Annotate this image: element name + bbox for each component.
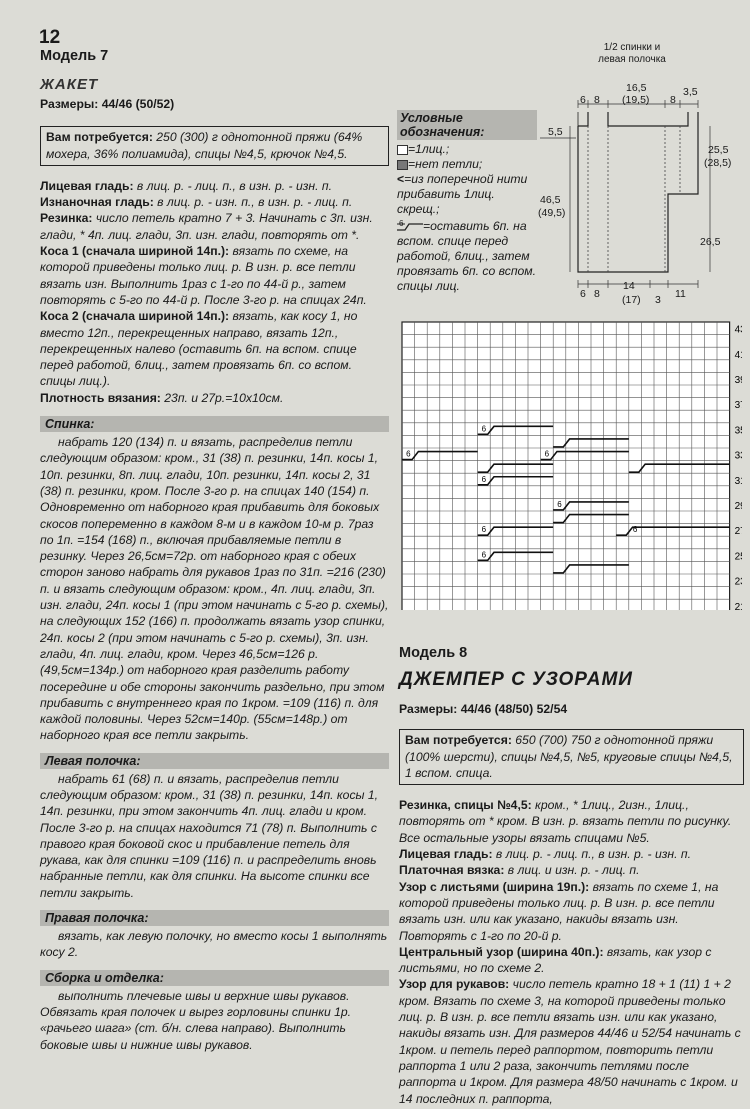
schematic-dim: 5,5 bbox=[548, 126, 563, 138]
stitch-item: Узор с листьями (ширина 19п.): вязать по схеме 1, на которой приведены только лиц. р. В изн. р. все петли вязать изн. или как указано, накиды вязать изн. Повторять с 1-го по 20-й р. bbox=[399, 879, 719, 943]
back-heading: Спинка: bbox=[40, 416, 389, 432]
chart-cable-label: 6 bbox=[544, 449, 550, 459]
model8-materials-box: Вам потребуется: 650 (700) 750 г однотонной пряжи (100% шерсти), спицы №4,5, №5, круговые спицы №4,5, 1 вспом. спица. bbox=[399, 729, 744, 785]
model7-garment: ЖАКЕТ bbox=[40, 76, 99, 93]
schematic-dim: 25,5 bbox=[708, 144, 729, 156]
stitch-item: Плотность вязания: 23п. и 27р.=10х10см. bbox=[40, 390, 284, 405]
schematic-dim: 3 bbox=[655, 294, 661, 306]
stitch-item: Лицевая гладь: в лиц. р. - лиц. п., в изн. р. - изн. п. bbox=[40, 178, 332, 193]
schematic-dim: 6 bbox=[580, 288, 586, 300]
legend-no-stitch: =нет петли; bbox=[397, 157, 537, 172]
legend-title: Условные обозначения: bbox=[397, 110, 537, 140]
legend bbox=[397, 110, 537, 294]
schematic-dim: 3,5 bbox=[683, 86, 698, 98]
no-stitch-symbol-icon bbox=[397, 160, 408, 170]
schematic-dim: 46,5 bbox=[540, 194, 561, 206]
chart-row-number: 2 bbox=[734, 576, 741, 588]
chart-row-number: 3 bbox=[734, 450, 741, 462]
garment-schematic bbox=[530, 42, 742, 307]
chart-cable-label: 6 bbox=[632, 525, 638, 535]
model8-column bbox=[399, 645, 744, 1107]
stitch-item: Узор для рукавов: число петель кратно 18 + 1 (11) 1 + 2 кром. Вязать по схеме 3, на которой приведены только лиц. р. В изн. р. все петли вязать изн. или как указано, накиды вязать изн. Для размеров 44/46 и 52/54 начинать с 1кром. и петель перед раппортом, повторить петли раппорта 1 или 2 раза, закончить петлями после раппорта и 1кром. Для размера 48/50 начинать с 1кром. и 14 последних п. раппорта, bbox=[399, 977, 741, 1106]
schematic-dim: 8 bbox=[670, 94, 676, 106]
model7-left-column bbox=[40, 48, 389, 1053]
chart-row-number: 4 bbox=[734, 349, 741, 361]
schematic-dim: (49,5) bbox=[538, 207, 566, 219]
left-front-heading: Левая полочка: bbox=[40, 753, 389, 769]
model8-sizes: Размеры: 44/46 (48/50) 52/54 bbox=[399, 702, 568, 716]
stitch-item: Платочная вязка: в лиц. и изн. р. - лиц. п. bbox=[399, 863, 640, 878]
schematic-dim: 6 bbox=[580, 94, 586, 106]
chart-row-number: 2 bbox=[734, 551, 741, 563]
legend-knit: =1лиц.; bbox=[397, 142, 537, 157]
right-front-text: вязать, как левую полочку, но вместо косы 1 выполнять косу 2. bbox=[40, 929, 388, 960]
schematic-dim: 11 bbox=[675, 288, 686, 300]
cable-symbol-icon: 6 bbox=[397, 222, 423, 232]
stitch-item: Лицевая гладь: в лиц. р. - лиц. п., в изн. р. - изн. п. bbox=[399, 847, 691, 862]
chart-row-number: 4 bbox=[734, 324, 741, 336]
schematic-dim: 8 bbox=[594, 288, 600, 300]
schematic-dim: 8 bbox=[594, 94, 600, 106]
schematic-dim: (28,5) bbox=[704, 157, 732, 169]
materials-label: Вам потребуется: bbox=[46, 130, 153, 145]
model7-sizes: Размеры: 44/46 (50/52) bbox=[40, 97, 175, 111]
chart-row-number: 2 bbox=[734, 601, 741, 610]
page-number: 12 bbox=[39, 27, 61, 48]
stitch-item: Изнаночная гладь: в лиц. р. - изн. п., в изн. р. - лиц. п. bbox=[40, 195, 353, 210]
schematic-dim: 14 bbox=[623, 280, 635, 292]
model7-materials-box bbox=[40, 126, 389, 166]
schematic-dim: (17) bbox=[622, 294, 641, 306]
assembly-text: выполнить плечевые швы и верхние швы рукавов. Обвязать края полочек и вырез горловины спинки 1р. «рачьего шага» (ст. б/н. слева направо). Выполнить боковые швы и нижние швы рукавов. bbox=[40, 988, 352, 1052]
chart-cable-label: 6 bbox=[481, 474, 487, 484]
chart-cable-label: 6 bbox=[481, 424, 487, 434]
left-front-text: набрать 61 (68) п. и вязать, распределив петли следующим образом: кром., 31 (38) п. резинки, 14п. косы 1, 14п. резинки, при этом закончить 4п. лиц. глади и кром. После 3-го р. на спицах находится 71 (78) п. Выполнить с правого края боковой скос и прибавление петель для рукава, как для спинки =109 (116) п. и распределить вновь набранные петли, как для спинки. На высоте спинки все петли закрыть. bbox=[40, 771, 379, 900]
chart-row-number: 3 bbox=[734, 375, 741, 386]
chart-row-number: 2 bbox=[734, 526, 741, 538]
schematic-dim: 26,5 bbox=[700, 236, 721, 248]
stitch-item: Центральный узор (ширина 40п.): вязать, как узор с листьями, но по схеме 2. bbox=[399, 944, 712, 976]
back-text: набрать 120 (134) п. и вязать, распределив петли следующим образом: кром., 31 (38) п. резинки, 14п. косы 1, 10п. резинки, 8п. лиц. глади, 10п. резинки, 14п. косы 2, 31 (38) п. резинки, кром. После 3-го р. на спицах 140 (154) п. Одновременно от наборного края прибавить для боковых скосов попеременно в каждом 8-м и в каждом 10-м р. 7раз по 1п. =154 (168) п., включая прибавляемые петли в резинку. Через 26,5см=72р. от наборного края с обеих сторон заново набрать для рукавов 1раз по 31п. =216 (230) п. и вязать следующим образом: кром., 4п. лиц. глади, 3п. изн. глади, 24п. косы 1 (при этом начинать с 5-го р. схемы), на следующих 152 (166) п. продолжать вязать узор спинки, 24п. косы 2 (при этом начинать с 5-го р. схемы), 3п. изн. глади, 4п. лиц. глади, кром. Через 46,5см=126 р. (49,5см=134р.) от наборного края разделить работу посередине и обе стороны закончить раздельно, при этом прибавить с внутреннего края по 1кром. =109 (116) п. для каждой половины. Через 52см=140р. (55см=148р.) от наборного края все петли закрыть. bbox=[40, 435, 389, 743]
cable-chart bbox=[398, 318, 742, 610]
legend-items bbox=[397, 142, 537, 294]
stitch-item: Коса 2 (сначала шириной 14п.): вязать, как косу 1, но вместо 12п., перекрещенных направо, вязать 12п., перекрещенных налево (оставить 6п. на вспом. спице перед работой, 6лиц., затем провязать 6п. со вспом. спицы лиц.). bbox=[40, 309, 358, 389]
model7-title: Модель 7 bbox=[40, 48, 109, 64]
schematic-dim: 16,5 bbox=[626, 82, 647, 94]
chart-svg bbox=[398, 318, 742, 610]
stitch-item: Коса 1 (сначала шириной 14п.): вязать по схеме, на которой приведены только лиц. р. В изн. р. все петли вязать изн. Выполнить 1раз с 1-го по 44-й р., затем повторять с 5-го по 44-й р. После 3-го р. на спицах 24п. bbox=[40, 244, 367, 307]
schematic-title: 1/2 спинки и левая полочка bbox=[598, 42, 666, 65]
chart-row-number: 3 bbox=[734, 425, 741, 437]
chart-cable-label: 6 bbox=[481, 550, 487, 560]
model8-garment: ДЖЕМПЕР С УЗОРАМИ bbox=[399, 669, 633, 690]
stitch-item: Резинка, спицы №4,5: кром., * 1лиц., 2изн., 1лиц., повторять от * кром. В изн. р. вязать петли по рисунку. Все остальные узоры вязать спицами №5. bbox=[399, 798, 732, 845]
chart-row-number: 2 bbox=[734, 501, 741, 512]
materials-text: 250 (300) г однотонной пряжи (64% мохера, 36% полиамида), спицы №4,5, крючок №4,5. bbox=[46, 130, 363, 161]
chart-cable-label: 6 bbox=[481, 525, 487, 535]
model7-stitches bbox=[40, 178, 389, 406]
chart-row-number: 3 bbox=[734, 400, 741, 412]
chart-cable-label: 6 bbox=[557, 500, 562, 509]
chart-row-number: 3 bbox=[734, 475, 741, 487]
schematic-dim: (19,5) bbox=[622, 94, 650, 106]
right-front-heading: Правая полочка: bbox=[40, 910, 389, 926]
knit-symbol-icon bbox=[397, 145, 408, 155]
model8-title: Модель 8 bbox=[399, 645, 468, 661]
stitch-item: Резинка: число петель кратно 7 + 3. Начинать с 3п. изн. глади, * 4п. лиц. глади, 3п. изн. глади, повторять от *. bbox=[40, 211, 373, 242]
model8-stitches bbox=[399, 797, 744, 1107]
legend-increase: <=из поперечной нити прибавить 1лиц. скрещ.; bbox=[397, 172, 528, 216]
increase-symbol-icon: < bbox=[397, 172, 405, 186]
chart-cable-label: 6 bbox=[406, 449, 411, 459]
assembly-heading: Сборка и отделка: bbox=[40, 970, 389, 986]
legend-cable: 6 =оставить 6п. на вспом. спице перед работой, 6лиц., затем провязать 6п. со вспом. спицы лиц. bbox=[397, 218, 537, 293]
